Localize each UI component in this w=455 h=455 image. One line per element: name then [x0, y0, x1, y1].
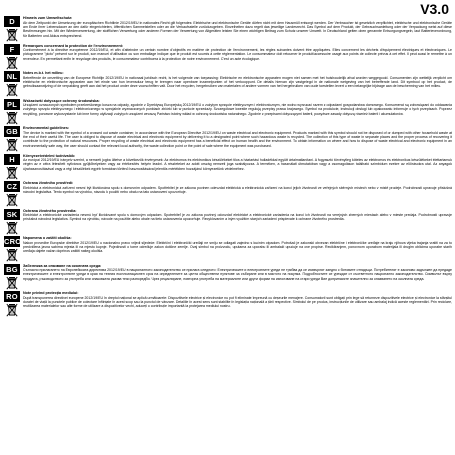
section-marker — [4, 126, 20, 152]
section-body — [20, 44, 452, 62]
section-h — [4, 154, 452, 180]
section-title: Hinweis zum Umweltschutz: — [23, 16, 73, 20]
section-cz — [4, 181, 452, 207]
crossed-bin-icon — [6, 166, 18, 180]
crossed-bin-icon — [6, 28, 18, 42]
section-marker — [4, 209, 20, 235]
section-marker — [4, 16, 20, 42]
crossed-bin-icon — [6, 56, 18, 70]
section-body — [20, 16, 452, 38]
crossed-bin-icon — [6, 221, 18, 235]
section-text: Urządzeń oznaczonych symbolem przekreślonego kosza na odpady, zgodnie z Dyrektywą Europejską 2012/19/EU o zużytym sprzęcie elektrycznym i elektronicznym, nie wolno wyrzucać razem z odpadami gospodarstwa domowego. Konsumenci są zobowiązani do oddawania zużytego sprzętu elektrycznego i elektronicznego w specjalnie wyznaczonych punktach zbiórki lub w punkcie sprzedaży. Szczegółowe kwestie regulują przepisy prawa krajowego. Symbol na produkcie, instrukcji obsługi lub opakowaniu informuje o tych przepisach. Poprzez recykling, ponowne wykorzystanie lub inne formy utylizacji zużytych urządzeń wnoszą Państwo istotny wkład w ochronę środowiska naturalnego. Zgodnie z przepisami dotyczącymi baterii, powyższe zasady dotyczą również baterii i akumulatorów. — [23, 103, 452, 116]
country-code-badge: PL — [4, 99, 20, 110]
section-body — [20, 264, 452, 282]
section-text: Elektrická a elektronická zařízení nesmí být likvidována spolu s domovním odpadem. Spotřebitel je ze zákona povinen odevzdat elektrická a elektronická zařízení na konci jejich životnosti ve veřejných sběrných místech nebo v místě prodeje. Podrobnosti upravuje příslušná národní legislativa. Tento symbol na výrobku, návodu k použití nebo obalu na tato ustanovení upozorňuje. — [23, 185, 452, 194]
section-title: Ochrana životného prostredia: — [23, 208, 77, 213]
section-text: The device is marked with the symbol of a crossed out waste container, in accordance with the European Directive 2012/19/EU on waste electrical and electronic equipment. Products marked with this symbol should not be disposed of or dumped with other household waste at the end of their useful life. The user is obliged to dispose of waste electrical and electronic equipment by delivering it to a designated point where such hazardous waste is recycled. The collection of this type of waste in separate places and the proper process of recovering it contribute to the protection of natural resources. Proper recycling of waste electrical and electronic equipment has a beneficial effect on human health and the environment. To obtain information on where and how to dispose of waste electrical and electronic equipment in an environmentally safe way, the user should contact the relevant local authority, the waste collection point or the point of sale where the equipment was purchased. — [23, 130, 452, 148]
section-body — [20, 236, 452, 254]
sections-list — [4, 16, 452, 319]
country-code-badge: CZ — [4, 181, 20, 192]
section-text: Elektrické a elektronické zariadenia nesmú byť likvidované spolu s domovým odpadom. Spotrebiteľ je zo zákona povinný odovzdať elektrické a elektronické zariadenia na konci ich životnosti na verejných zberných miestach alebo v mieste predaja. Podrobnosti upravuje príslušná národná legislatíva. Symbol na výrobku, návode na použitie alebo obale na tieto ustanovenia upozorňuje. Recyklovaním a iným využitím starých zariadení prispievate k ochrane životného prostredia. — [23, 213, 452, 222]
section-ro — [4, 291, 452, 317]
section-text: Conformément à la directive européenne 2012/19/EU, et afin d'atteindre un certain nombre d'objectifs en matière de protection de l'environnement, les règles suivantes doivent être appliquées. Elles concernent les déchets d'équipement électriques et électroniques. Le pictogramme "picto" présent sur le produit, son manuel d'utilisation ou son emballage indique que le produit est soumis à cette réglementation. Le consommateur doit retourner le produit/accessoire usagé aux points de collecte prévus à cet effet. Il peut aussi le remettre à un revendeur. En permettant enfin le recyclage des produits, le consommateur contribuera à la protection de notre environnement. C'est un acte écologique. — [23, 48, 452, 61]
section-marker — [4, 154, 20, 180]
section-body — [20, 291, 452, 309]
section-marker — [4, 71, 20, 97]
section-body — [20, 99, 452, 117]
country-code-badge: D — [4, 16, 20, 27]
section-body — [20, 209, 452, 222]
section-marker — [4, 181, 20, 207]
crossed-bin-icon — [6, 276, 18, 290]
crossed-bin-icon — [6, 111, 18, 125]
section-bg — [4, 264, 452, 290]
section-sk — [4, 209, 452, 235]
section-text: Az európai 2012/19/EU irányelv szerint, a nemzeti jogba ültetve a következők érvényesek: Az elektromos és elektronikus készülékeket tilos a háztartási hulladékkal együtt ártalmatlanítani. A fogyasztó törvényileg köteles az elektromos és elektronikus készülékeket élettartamuk végén az e célra létesített nyilvános gyűjtőhelyeken vagy az értékesítés helyén leadni. A részleteket az adott ország nemzeti joga szabályozza. A terméken, a használati útmutatóban vagy a csomagoláson található szimbólum ezekre az előírásokra utal. Az anyagok újrahasznosításával vagy a régi készülékek egyéb formában történő hasznosításával jelentős mértékben hozzájárul környezetünk védelméhez. — [23, 158, 452, 171]
crossed-bin-icon — [6, 138, 18, 152]
section-title: Notes m.b.t. het milieu: — [23, 71, 64, 75]
section-body — [20, 181, 452, 194]
section-body — [20, 126, 452, 148]
country-code-badge: CRO — [4, 237, 22, 246]
crossed-bin-icon — [6, 83, 18, 97]
country-code-badge: F — [4, 44, 20, 55]
crossed-bin-icon — [6, 248, 18, 262]
section-pl — [4, 99, 452, 125]
section-nl — [4, 71, 452, 97]
section-title: Napomena o zaštiti okoliša: — [23, 236, 72, 240]
country-code-badge: RO — [4, 291, 20, 302]
section-gb — [4, 126, 452, 152]
section-text: Ab dem Zeitpunkt der Umsetzung der europäischen Richtlinie 2012/19/EU in nationales Recht gilt folgendes: Elektrische und elektronische Geräte dürfen nicht mit dem Hausmüll entsorgt werden. Der Verbraucher ist gesetzlich verpflichtet, elektrische und elektronische Geräte am Ende ihrer Lebensdauer an den dafür eingerichteten, öffentlichen Sammelstellen oder an die Verkaufsstelle zurückzugeben. Einzelheiten dazu regelt das jeweilige Landesrecht. Das Symbol auf dem Produkt, der Gebrauchsanleitung oder der Verpackung weist auf diese Bestimmungen hin. Mit der Wiederverwertung, der stofflichen Verwertung oder anderen Formen der Verwertung von Altgeräten leisten Sie einen wichtigen Beitrag zum Schutz unserer Umwelt. In Deutschland gelten oben genannte Entsorgungsregeln, laut Batterieverordnung, für Batterien und Akkus entsprechend. — [23, 20, 452, 38]
crossed-bin-icon — [6, 303, 18, 317]
section-title: Environmental guidelines: — [23, 126, 70, 130]
country-code-badge: H — [4, 154, 20, 165]
section-marker — [4, 264, 20, 290]
country-code-badge: NL — [4, 71, 20, 82]
section-title: Забележка за опазване на околната среда: — [23, 263, 102, 268]
country-code-badge: BG — [4, 264, 20, 275]
section-marker — [4, 236, 20, 262]
section-marker — [4, 99, 20, 125]
section-text: Betreffende de omzetting van de Europese Richtlijn 2012/19/EU in nationaal juridisch recht, is het volgende van toepassing: Elektrische en elektronische apparaten mogen niet samen met het huishoudelijk afval worden weggegooid. Consumenten zijn wettelijk verplicht om elektrische en elektronische apparaten aan het einde van hun levensduur terug te brengen naar openbare inzamelpunten of het verkooppunt. De details hiervan zijn vastgelegd in de nationale wetgeving van het betreffende land. Dit symbool op het product, de gebruiksaanwijzing of de verpakking geeft aan dat het product onder deze voorschriften valt. Door het recyclen, hergebruiken van materialen of andere vormen van het hergebruiken van oude toestellen levert u een belangrijke bijdrage aan de bescherming van het milieu. — [23, 75, 452, 89]
section-text: Съгласно прилагането на Европейската директива 2012/19/EU в националното законодателство се прилага следното: Електрическите и електронните уреди не трябва да се изхвърлят заедно с битовите отпадъци. Потребителят е законово задължен да предаде електрическите и електронните уреди в края на техния експлоатационен срок на определените за целта обществени пунктове за събиране или в мястото на покупка. Подробностите се уреждат от съответното национално законодателство. Символът върху продукта, ръководството за употреба или опаковката указва тези разпоредби. Чрез рециклиране, повторна употреба на материалите или други форми на използване на стари уреди Вие допринасяте значително за опазването на околната среда. — [23, 268, 452, 281]
section-f — [4, 44, 452, 70]
section-marker — [4, 291, 20, 317]
section-marker — [4, 44, 20, 70]
section-title: Note privind protecția mediului: — [23, 291, 79, 295]
section-cro — [4, 236, 452, 262]
section-body — [20, 154, 452, 172]
section-title: Környezetvédelmi tudnivalók: — [23, 153, 76, 158]
section-text: Nakon provedbe Europske direktive 2012/19/EU u nacionalno pravo vrijedi sljedeće: Električni i elektronički uređaji ne smiju se odlagati zajedno s kućnim otpadom. Potrošač je zakonski obvezan električne i elektroničke uređaje na kraju njihova vijeka trajanja vratiti na za to predviđena javna sabirna mjesta ili na mjesto kupnje. Pojedinosti o tome određuje zakon dotične zemlje. Ovaj simbol na proizvodu, uputama za uporabu ili ambalaži upućuje na ove propise. Recikliranjem, ponovnom uporabom materijala ili drugim oblicima uporabe starih uređaja dajete važan doprinos zaštiti našeg okoliša. — [23, 240, 452, 254]
country-code-badge: SK — [4, 209, 20, 220]
section-title: Ochrana životního prostředí: — [23, 181, 74, 185]
section-title: Remarques concernant la protection de l'environnement: — [23, 43, 124, 48]
crossed-bin-icon — [6, 193, 18, 207]
section-body — [20, 71, 452, 89]
section-text: După transpunerea directivei europene 2012/19/EU în dreptul național se aplică următoarele: Dispozitivele electrice și electronice nu pot fi eliminate împreună cu deșeurile menajere. Consumatorii sunt obligați prin lege să returneze dispozitivele electrice și electronice la sfârșitul duratei de viață la punctele publice de colectare înființate în acest scop sau la punctul de vânzare. Detaliile în acest sens sunt stabilite în legislația națională a țării respective. Simbolul de pe produs, instrucțiunile de utilizare sau ambalaj indică aceste reglementări. Prin reciclare, reutilizarea materialelor sau alte forme de utilizare a dispozitivelor vechi, aduceți o contribuție importantă la protejarea mediului nostru. — [23, 295, 452, 309]
section-title: Wskazówki dotyczące ochrony środowiska: — [23, 98, 100, 103]
country-code-badge: GB — [4, 126, 20, 137]
version-label: V3.0 — [420, 1, 449, 17]
section-d — [4, 16, 452, 42]
